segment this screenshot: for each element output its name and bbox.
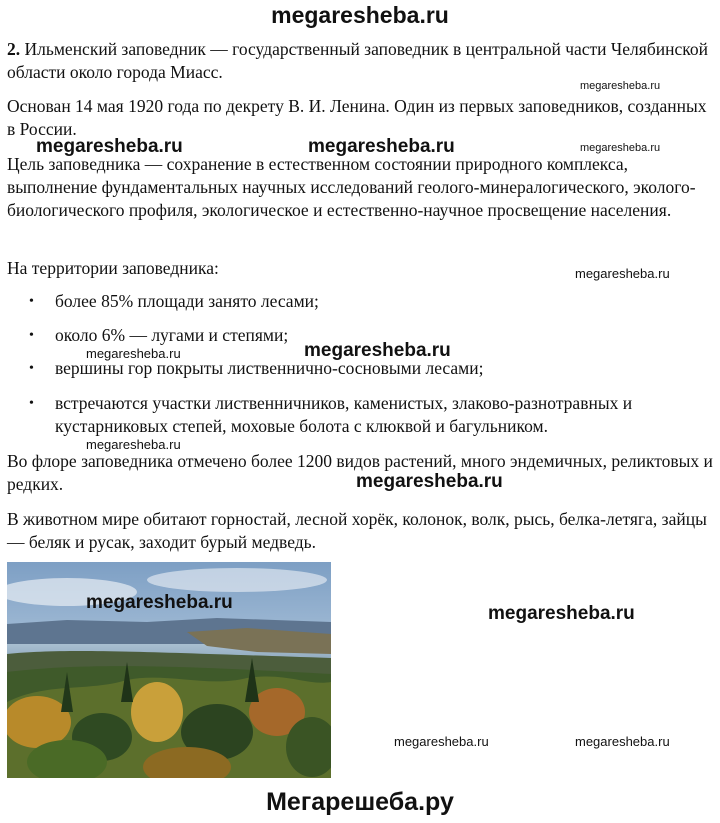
site-footer: Мегарешеба.ру (266, 788, 454, 816)
list-item: • около 6% — лугами и степями; (29, 325, 289, 345)
paragraph-territory: На территории заповедника: (7, 258, 219, 278)
watermark: megaresheba.ru (86, 346, 181, 361)
watermark: megaresheba.ru (580, 142, 661, 154)
paragraph-flora: Во флоре заповедника отмечено более 1200 видов растений, много эндемичных, реликтовых и редких. (7, 451, 713, 494)
watermark: megaresheba.ru (308, 136, 455, 157)
list-item: • более 85% площади занято лесами; (29, 291, 319, 311)
list-item: • встречаются участки лиственничников, каменистых, злаково-разнотравных и кустарниковых степей, моховые болота с клюквой и багульником. (29, 393, 633, 436)
bullet-icon: • (29, 328, 34, 343)
bullet-icon: • (29, 294, 34, 309)
paragraph-fauna: В животном мире обитают горностай, лесной хорёк, колонок, волк, рысь, белка-летяга, зайцы — беляк и русак, заходит бурый медведь. (7, 509, 707, 552)
watermark: megaresheba.ru (575, 734, 670, 749)
list-item: • вершины гор покрыты лиственнично-сосновыми лесами; (29, 358, 484, 378)
watermark: megaresheba.ru (488, 603, 635, 624)
paragraph-founded: Основан 14 мая 1920 года по декрету В. И. Ленина. Один из первых заповедников, созданных в России. (7, 96, 707, 139)
task-number: 2. (7, 39, 21, 59)
watermark: megaresheba.ru (575, 266, 670, 281)
watermark: megaresheba.ru (36, 136, 183, 157)
watermark: megaresheba.ru (86, 592, 233, 613)
paragraph-intro (7, 38, 713, 84)
watermark: megaresheba.ru (356, 471, 503, 492)
watermark: megaresheba.ru (580, 80, 661, 92)
paragraph-goal: Цель заповедника — сохранение в естественном состоянии природного комплекса, выполнение фундаментальных научных исследований геолого-минералогического, эколого-биологического профиля, экологическое и естественно-научное просвещение населения. (7, 154, 696, 220)
site-header: megaresheba.ru (271, 2, 449, 28)
watermark: megaresheba.ru (394, 734, 489, 749)
intro-text: Ильменский заповедник — государственный заповедник в центральной части Челябинской области около города Миасс. (7, 39, 708, 82)
bullet-icon: • (29, 361, 34, 376)
watermark: megaresheba.ru (86, 437, 181, 452)
bullet-icon: • (29, 396, 34, 411)
watermark: megaresheba.ru (304, 340, 451, 361)
